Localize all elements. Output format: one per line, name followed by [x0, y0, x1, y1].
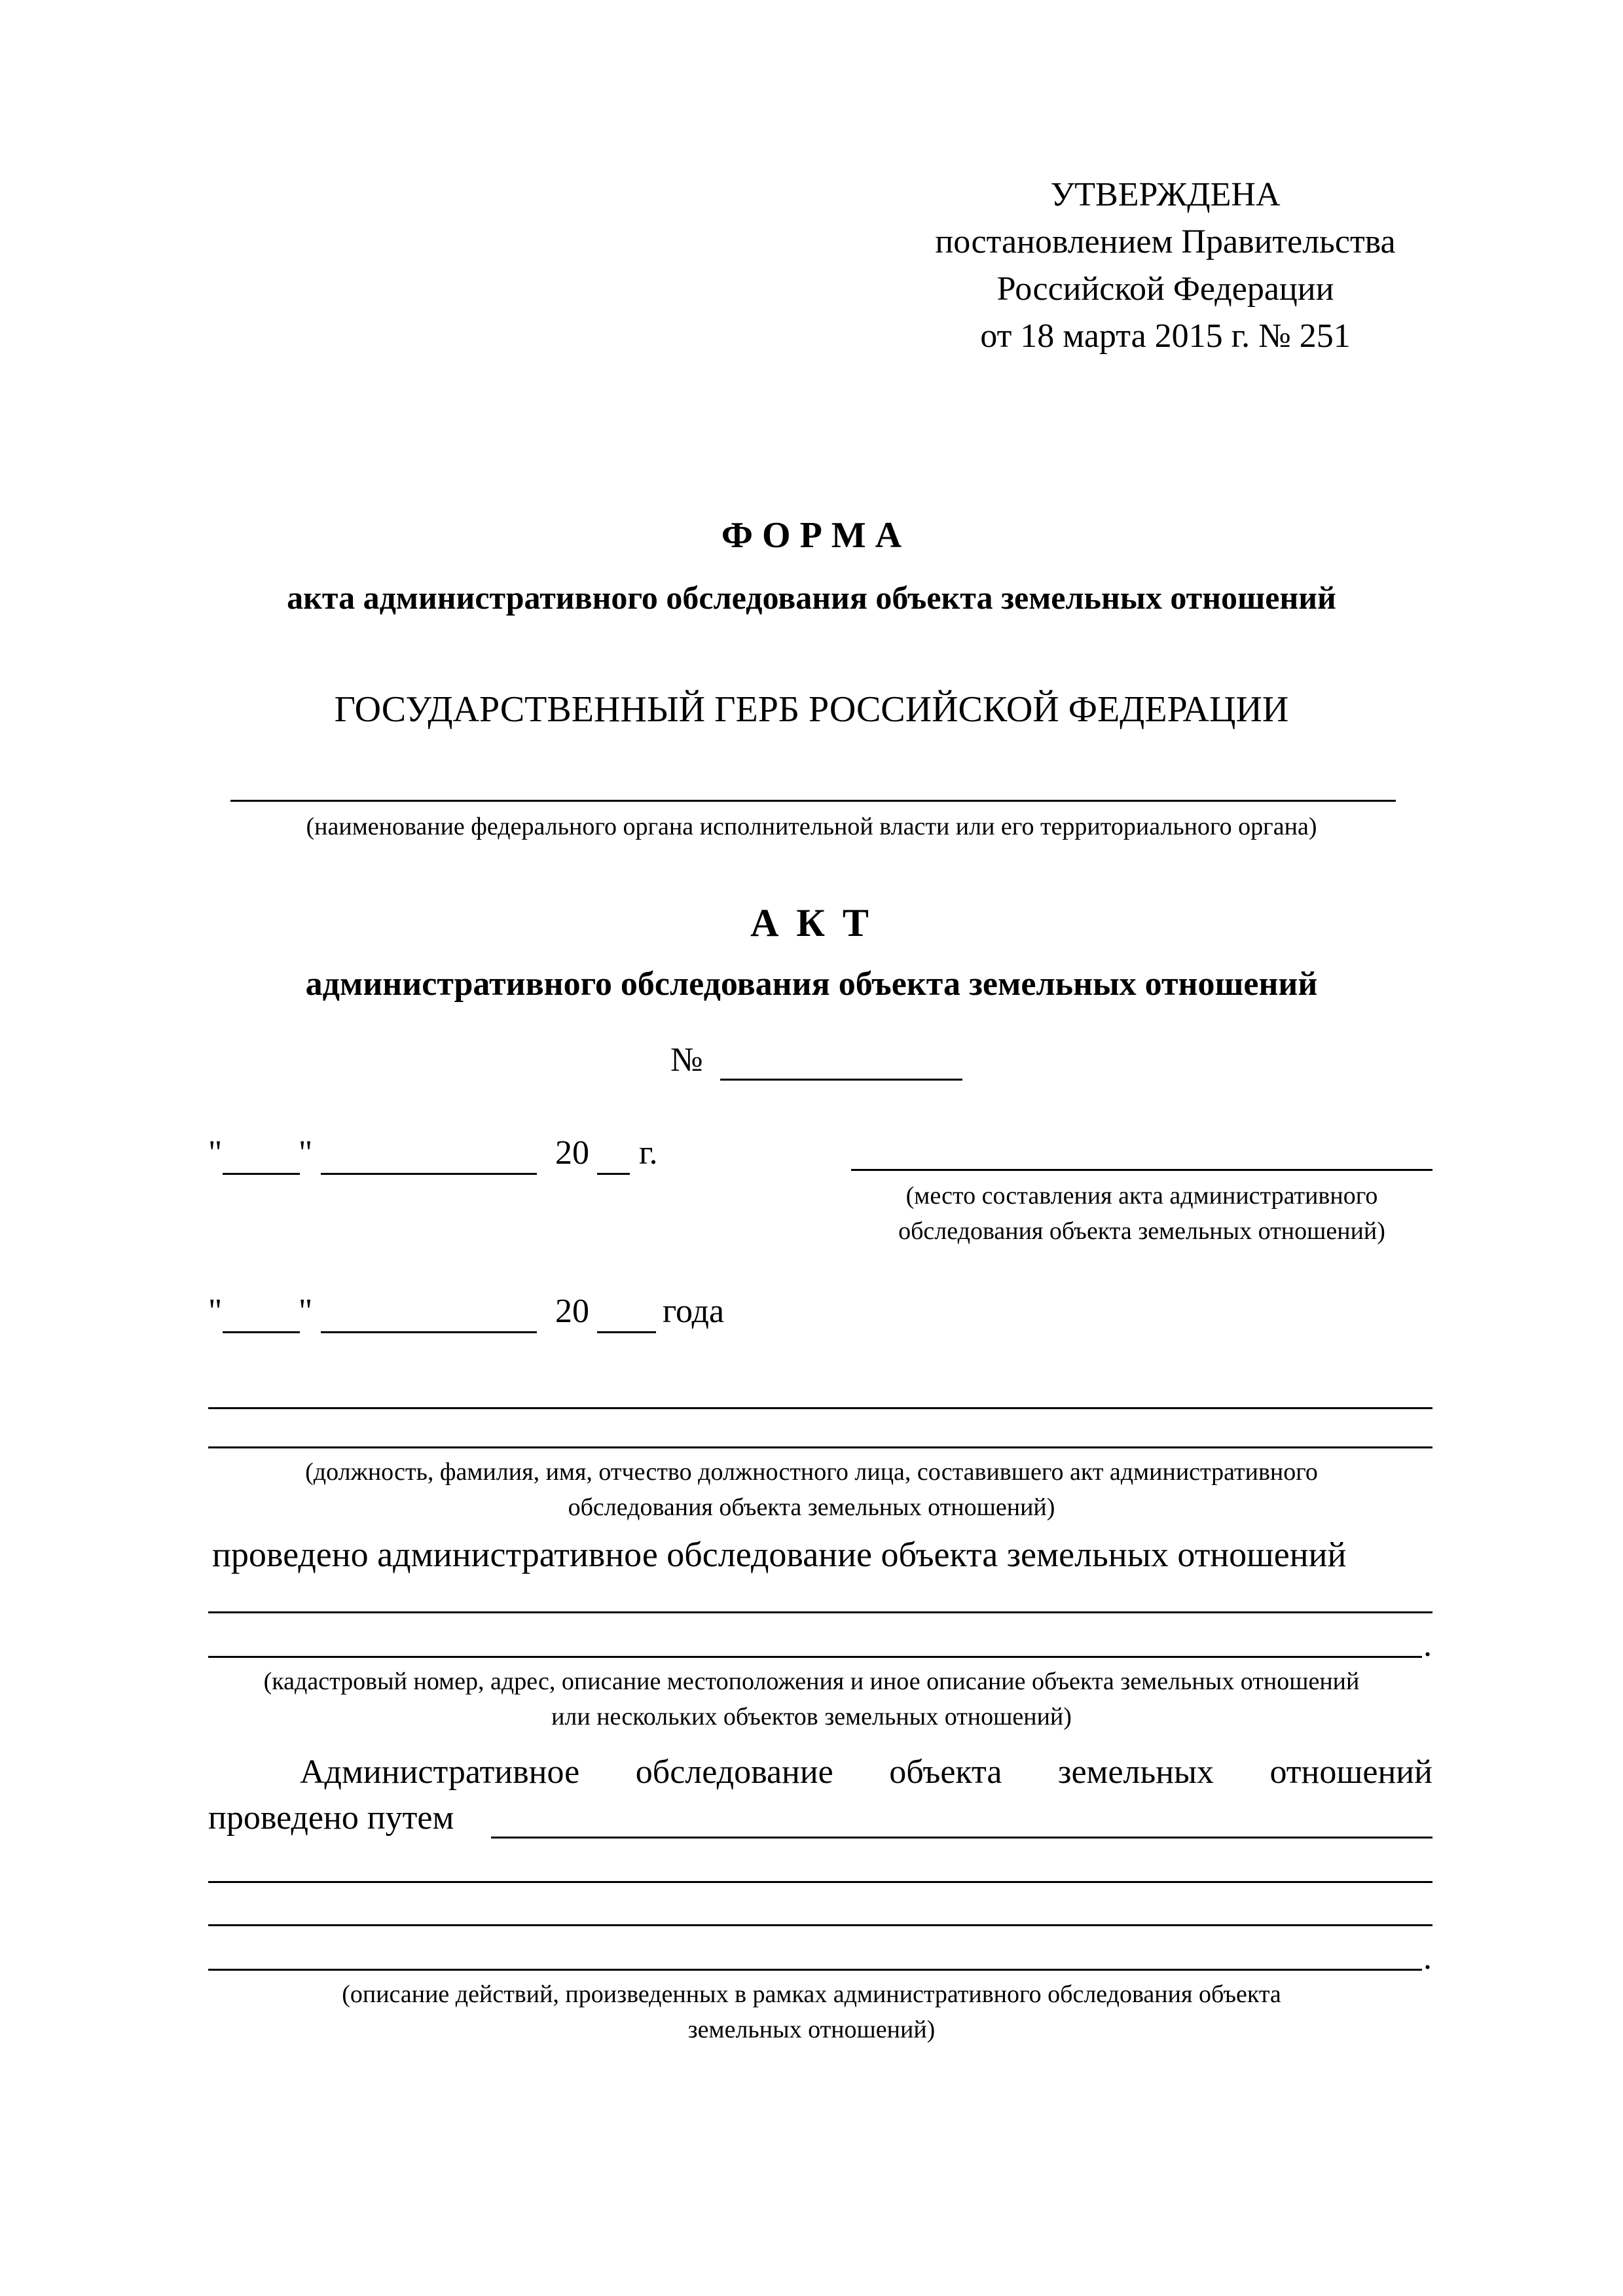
date2-quote-close: ": [299, 1293, 313, 1330]
official-caption-line-2: обследования объекта земельных отношений): [568, 1494, 1055, 1521]
actions-caption-line-1: (описание действий, произведенных в рамках административного обследования объекта: [342, 1981, 1281, 2008]
official-caption-line-1: (должность, фамилия, имя, отчество должностного лица, составившего акт административного: [305, 1458, 1318, 1486]
form-subheading: акта административного обследования объекта земельных отношений: [287, 579, 1336, 616]
method-field-line-2[interactable]: [208, 1881, 1432, 1883]
method-word-5: отношений: [1269, 1753, 1432, 1791]
object-field-line-1[interactable]: [208, 1611, 1432, 1613]
act-subheading: административного обследования объекта земельных отношений: [305, 965, 1318, 1003]
act-number-field-line[interactable]: [720, 1079, 962, 1081]
authority-caption: (наименование федерального органа исполнительной власти или его территориального органа): [306, 813, 1317, 840]
authority-field-line[interactable]: [230, 800, 1396, 802]
form-heading: Ф О Р М А: [721, 515, 902, 556]
coat-of-arms-text: ГОСУДАРСТВЕННЫЙ ГЕРБ РОССИЙСКОЙ ФЕДЕРАЦИИ: [334, 689, 1289, 730]
date1-quote-open: ": [208, 1134, 223, 1172]
approval-line-1: УТВЕРЖДЕНА: [1050, 176, 1281, 213]
method-period: .: [1423, 1939, 1432, 1977]
conducted-text: проведено административное обследование объекта земельных отношений: [212, 1535, 1347, 1574]
object-caption-line-1: (кадастровый номер, адрес, описание местоположения и иное описание объекта земельных отношений: [263, 1668, 1360, 1695]
object-period: .: [1423, 1626, 1432, 1664]
approval-line-3: Российской Федерации: [996, 270, 1334, 308]
date2-year-prefix: 20: [555, 1293, 589, 1330]
act-heading: А К Т: [750, 901, 873, 944]
date1-year-prefix: 20: [555, 1134, 589, 1172]
date1-year-field-line[interactable]: [597, 1173, 630, 1175]
official-field-line-1[interactable]: [208, 1407, 1432, 1409]
approval-line-4: от 18 марта 2015 г. № 251: [980, 317, 1351, 355]
method-word-4: земельных: [1057, 1753, 1214, 1791]
method-line-1: [208, 1755, 1432, 1789]
date2-month-field-line[interactable]: [321, 1331, 537, 1333]
date1-month-field-line[interactable]: [321, 1173, 537, 1175]
place-caption-line-1: (место составления акта административного: [905, 1182, 1378, 1210]
method-word-1: Административное: [300, 1753, 580, 1791]
object-caption-line-2: или нескольких объектов земельных отношений): [551, 1703, 1072, 1731]
object-field-line-2[interactable]: [208, 1656, 1422, 1658]
method-field-line-3[interactable]: [208, 1924, 1432, 1926]
date1-quote-close: ": [299, 1134, 313, 1172]
method-word-3: объекта: [889, 1753, 1002, 1791]
place-field-line[interactable]: [851, 1169, 1432, 1171]
approval-line-2: постановлением Правительства: [935, 223, 1396, 260]
method-field-line-4[interactable]: [208, 1969, 1422, 1971]
date2-year-suffix: года: [663, 1293, 725, 1330]
method-word-2: обследование: [635, 1753, 833, 1791]
date2-day-field-line[interactable]: [223, 1331, 300, 1333]
actions-caption-line-2: земельных отношений): [687, 2016, 936, 2043]
date2-quote-open: ": [208, 1293, 223, 1330]
official-field-line-2[interactable]: [208, 1446, 1432, 1448]
date2-year-field-line[interactable]: [597, 1331, 656, 1333]
method-field-line-1[interactable]: [491, 1837, 1432, 1839]
date1-year-suffix: г.: [639, 1134, 658, 1172]
date1-day-field-line[interactable]: [223, 1173, 300, 1175]
method-line-2-prefix: проведено путем: [208, 1799, 454, 1837]
act-number-label: №: [670, 1041, 703, 1079]
place-caption-line-2: обследования объекта земельных отношений): [898, 1217, 1385, 1245]
